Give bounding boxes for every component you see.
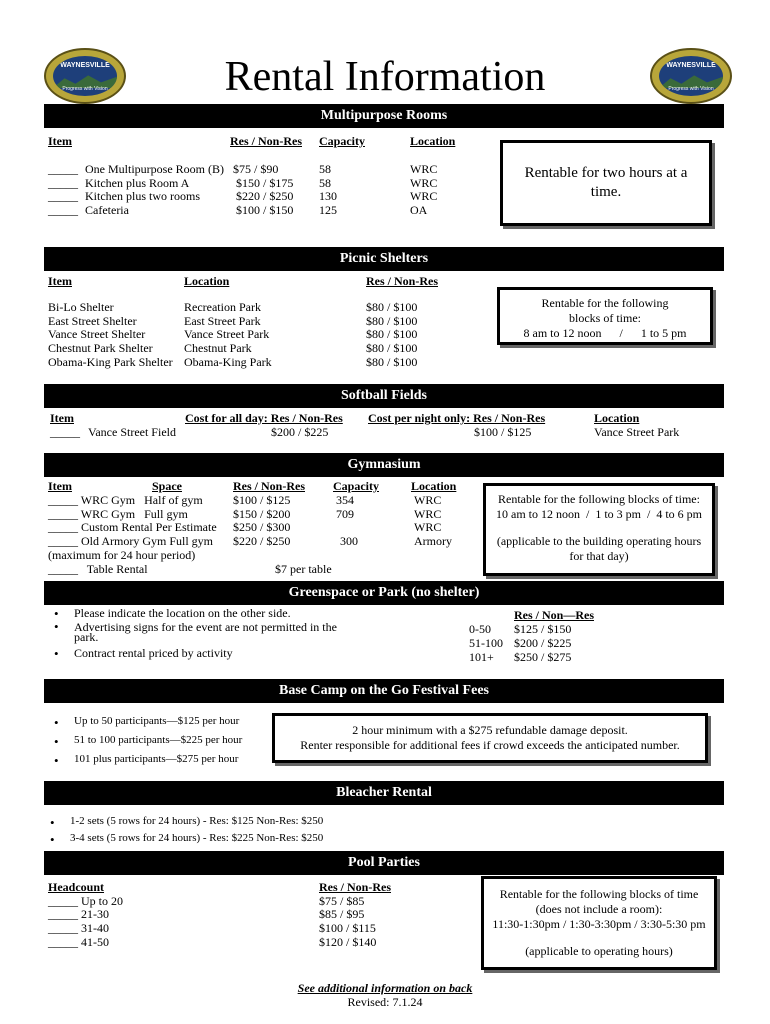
picnic-col-res: Res / Non-Res <box>366 274 438 288</box>
mp-row-cap: 125 <box>319 203 337 217</box>
softball-row-blank: _____ <box>50 425 80 439</box>
mp-row-loc: WRC <box>410 176 438 190</box>
gym-row-res: $220 / $250 <box>233 534 291 548</box>
gym-note-line: Rentable for the following blocks of time: <box>498 492 700 506</box>
mp-note-box <box>500 140 712 226</box>
gym-row-item: _____ WRC Gym Half of gym <box>48 493 203 507</box>
gym-row-loc: WRC <box>414 520 442 534</box>
pool-row-count: _____ 41-50 <box>48 935 109 949</box>
gym-row-item: _____ Old Armory Gym Full gym <box>48 534 214 548</box>
pool-heading: Pool Parties <box>44 851 724 875</box>
mp-row-item: One Multipurpose Room (B) <box>85 162 224 176</box>
pool-row-res: $100 / $115 <box>319 921 376 935</box>
mp-col-capacity: Capacity <box>319 134 365 148</box>
mp-row-loc: OA <box>410 203 428 217</box>
mp-row-res: $100 / $150 <box>236 203 294 217</box>
mp-row-item: Kitchen plus two rooms <box>85 189 200 203</box>
pool-row-count: _____ 21-30 <box>48 907 109 921</box>
gym-row-res: $150 / $200 <box>233 507 291 521</box>
pool-note-box <box>481 876 717 970</box>
picnic-heading: Picnic Shelters <box>44 247 724 271</box>
mp-row-loc: WRC <box>410 189 438 203</box>
waynesville-logo-left: WAYNESVILLE Progress with Vision <box>44 48 126 104</box>
picnic-note-line: 8 am to 12 noon / 1 to 5 pm <box>523 326 687 340</box>
greenspace-price: $250 / $275 <box>514 650 572 664</box>
mp-row-loc: WRC <box>410 162 438 176</box>
picnic-row-loc: Vance Street Park <box>184 327 270 341</box>
softball-row-night: $100 / $125 <box>474 425 532 439</box>
pool-col-headcount: Headcount <box>48 880 105 894</box>
pool-row-res: $75 / $85 <box>319 894 365 908</box>
gym-row-loc: WRC <box>414 507 442 521</box>
mp-row-blank: _____ <box>48 176 78 190</box>
pool-col-res: Res / Non-Res <box>319 880 391 894</box>
greenspace-range: 101+ <box>469 650 494 664</box>
greenspace-price: $125 / $150 <box>514 622 572 636</box>
greenspace-bullet: • Contract rental priced by activity <box>50 646 337 661</box>
gym-row-item: _____ WRC Gym Full gym <box>48 507 188 521</box>
gym-heading: Gymnasium <box>44 453 724 477</box>
picnic-row-res: $80 / $100 <box>366 327 418 341</box>
softball-row-day: $200 / $225 <box>271 425 329 439</box>
basecamp-bullet: • Up to 50 participants—$125 per hour <box>50 715 242 734</box>
bleacher-heading: Bleacher Rental <box>44 781 724 805</box>
bleacher-bullet: • 1-2 sets (5 rows for 24 hours) - Res: $125 Non-Res: $250 <box>46 815 323 832</box>
mp-row-res: $220 / $250 <box>236 189 294 203</box>
pool-row-res: $120 / $140 <box>319 935 377 949</box>
gym-row-loc: WRC <box>414 493 442 507</box>
softball-row-item: Vance Street Field <box>88 425 176 439</box>
picnic-note-line: blocks of time: <box>569 311 641 325</box>
mp-row-item: Cafeteria <box>85 203 129 217</box>
mp-row-blank: _____ <box>48 189 78 203</box>
basecamp-note-line: 2 hour minimum with a $275 refundable damage deposit. <box>352 723 628 737</box>
gym-row-res: $250 / $300 <box>233 520 291 534</box>
gym-row-item: _____ Custom Rental Per Estimate <box>48 520 217 534</box>
picnic-row-loc: Obama-King Park <box>184 355 272 369</box>
mp-col-location: Location <box>410 134 456 148</box>
picnic-row-res: $80 / $100 <box>366 355 418 369</box>
pool-row-count: _____ 31-40 <box>48 921 109 935</box>
mp-row-cap: 58 <box>319 162 331 176</box>
pool-note-line: Rentable for the following blocks of time <box>499 887 699 901</box>
mp-row-cap: 130 <box>319 189 337 203</box>
gym-col-space: Space <box>152 479 182 493</box>
basecamp-bullet: • 51 to 100 participants—$225 per hour <box>50 734 242 753</box>
bleacher-bullet: • 3-4 sets (5 rows for 24 hours) - Res: $225 Non-Res: $250 <box>46 832 323 844</box>
pool-note-line: 11:30-1:30pm / 1:30-3:30pm / 3:30-5:30 pm <box>492 917 706 931</box>
picnic-row-item: Bi-Lo Shelter <box>48 300 114 314</box>
see-back-link[interactable]: See additional information on back <box>297 981 473 995</box>
gym-row-cap: 354 <box>336 493 354 507</box>
greenspace-range: 0-50 <box>469 622 491 636</box>
pool-note-line: (applicable to operating hours) <box>525 944 673 958</box>
softball-col-day: Cost for all day: Res / Non-Res <box>185 411 343 425</box>
picnic-row-loc: East Street Park <box>184 314 261 328</box>
basecamp-heading: Base Camp on the Go Festival Fees <box>44 679 724 703</box>
picnic-row-item: East Street Shelter <box>48 314 137 328</box>
greenspace-heading: Greenspace or Park (no shelter) <box>44 581 724 605</box>
picnic-col-location: Location <box>184 274 230 288</box>
pool-row-res: $85 / $95 <box>319 907 365 921</box>
page-title: Rental Information <box>224 54 546 100</box>
picnic-row-loc: Recreation Park <box>184 300 261 314</box>
gym-note-line: 10 am to 12 noon / 1 to 3 pm / 4 to 6 pm <box>496 507 702 521</box>
softball-row-loc: Vance Street Park <box>594 425 680 439</box>
multipurpose-heading: Multipurpose Rooms <box>44 104 724 128</box>
mp-row-cap: 58 <box>319 176 331 190</box>
picnic-row-res: $80 / $100 <box>366 341 418 355</box>
softball-col-item: Item <box>50 411 74 425</box>
basecamp-note-line: Renter responsible for additional fees if crowd exceeds the anticipated number. <box>300 738 680 752</box>
gym-row-item: _____ Table Rental <box>48 562 148 576</box>
waynesville-logo-right: WAYNESVILLE Progress with Vision <box>650 48 732 104</box>
bleacher-list <box>46 815 323 844</box>
greenspace-range: 51-100 <box>469 636 503 650</box>
mp-col-res: Res / Non-Res <box>230 134 302 148</box>
pool-note-line: (does not include a room): <box>535 902 663 916</box>
gym-col-capacity: Capacity <box>333 479 379 493</box>
softball-col-location: Location <box>594 411 640 425</box>
picnic-row-res: $80 / $100 <box>366 300 418 314</box>
mp-row-item: Kitchen plus Room A <box>85 176 190 190</box>
gym-row-res: $100 / $125 <box>233 493 291 507</box>
picnic-row-item: Vance Street Shelter <box>48 327 146 341</box>
picnic-note-line: Rentable for the following <box>541 296 669 310</box>
mp-row-res: $75 / $90 <box>233 162 279 176</box>
gym-col-item: Item <box>48 479 72 493</box>
greenspace-col-res: Res / Non—Res <box>514 608 594 622</box>
gym-row-loc: Armory <box>414 534 452 548</box>
gym-row-cap: 300 <box>340 534 358 548</box>
gym-note-line: (applicable to the building operating hours for that day) <box>496 534 702 563</box>
basecamp-bullet: • 101 plus participants—$275 per hour <box>50 753 242 765</box>
gym-row-note: (maximum for 24 hour period) <box>48 548 196 562</box>
mp-row-blank: _____ <box>48 162 78 176</box>
softball-col-night: Cost per night only: Res / Non-Res <box>368 411 546 425</box>
gym-col-res: Res / Non-Res <box>233 479 305 493</box>
pool-row-count: _____ Up to 20 <box>48 894 123 908</box>
picnic-row-item: Obama-King Park Shelter <box>48 355 173 369</box>
greenspace-price: $200 / $225 <box>514 636 572 650</box>
picnic-note-box <box>497 287 713 345</box>
mp-row-res: $150 / $175 <box>236 176 294 190</box>
basecamp-list <box>50 715 242 765</box>
gym-row-res: $7 per table <box>275 562 332 576</box>
mp-col-item: Item <box>48 134 72 148</box>
gym-note-box <box>483 483 715 576</box>
revised-date: Revised: 7.1.24 <box>347 995 423 1009</box>
greenspace-list <box>50 606 337 661</box>
picnic-row-res: $80 / $100 <box>366 314 418 328</box>
gym-col-location: Location <box>411 479 457 493</box>
picnic-row-loc: Chestnut Park <box>184 341 252 355</box>
picnic-col-item: Item <box>48 274 72 288</box>
greenspace-bullet: • Advertising signs for the event are not permitted in the park. <box>50 622 337 646</box>
mp-note-text: Rentable for two hours at a time. <box>524 165 688 200</box>
basecamp-note-box <box>272 713 708 763</box>
gym-row-cap: 709 <box>336 507 354 521</box>
mp-row-blank: _____ <box>48 203 78 217</box>
softball-heading: Softball Fields <box>44 384 724 408</box>
picnic-row-item: Chestnut Park Shelter <box>48 341 153 355</box>
greenspace-bullet: • Please indicate the location on the other side. <box>50 606 337 622</box>
